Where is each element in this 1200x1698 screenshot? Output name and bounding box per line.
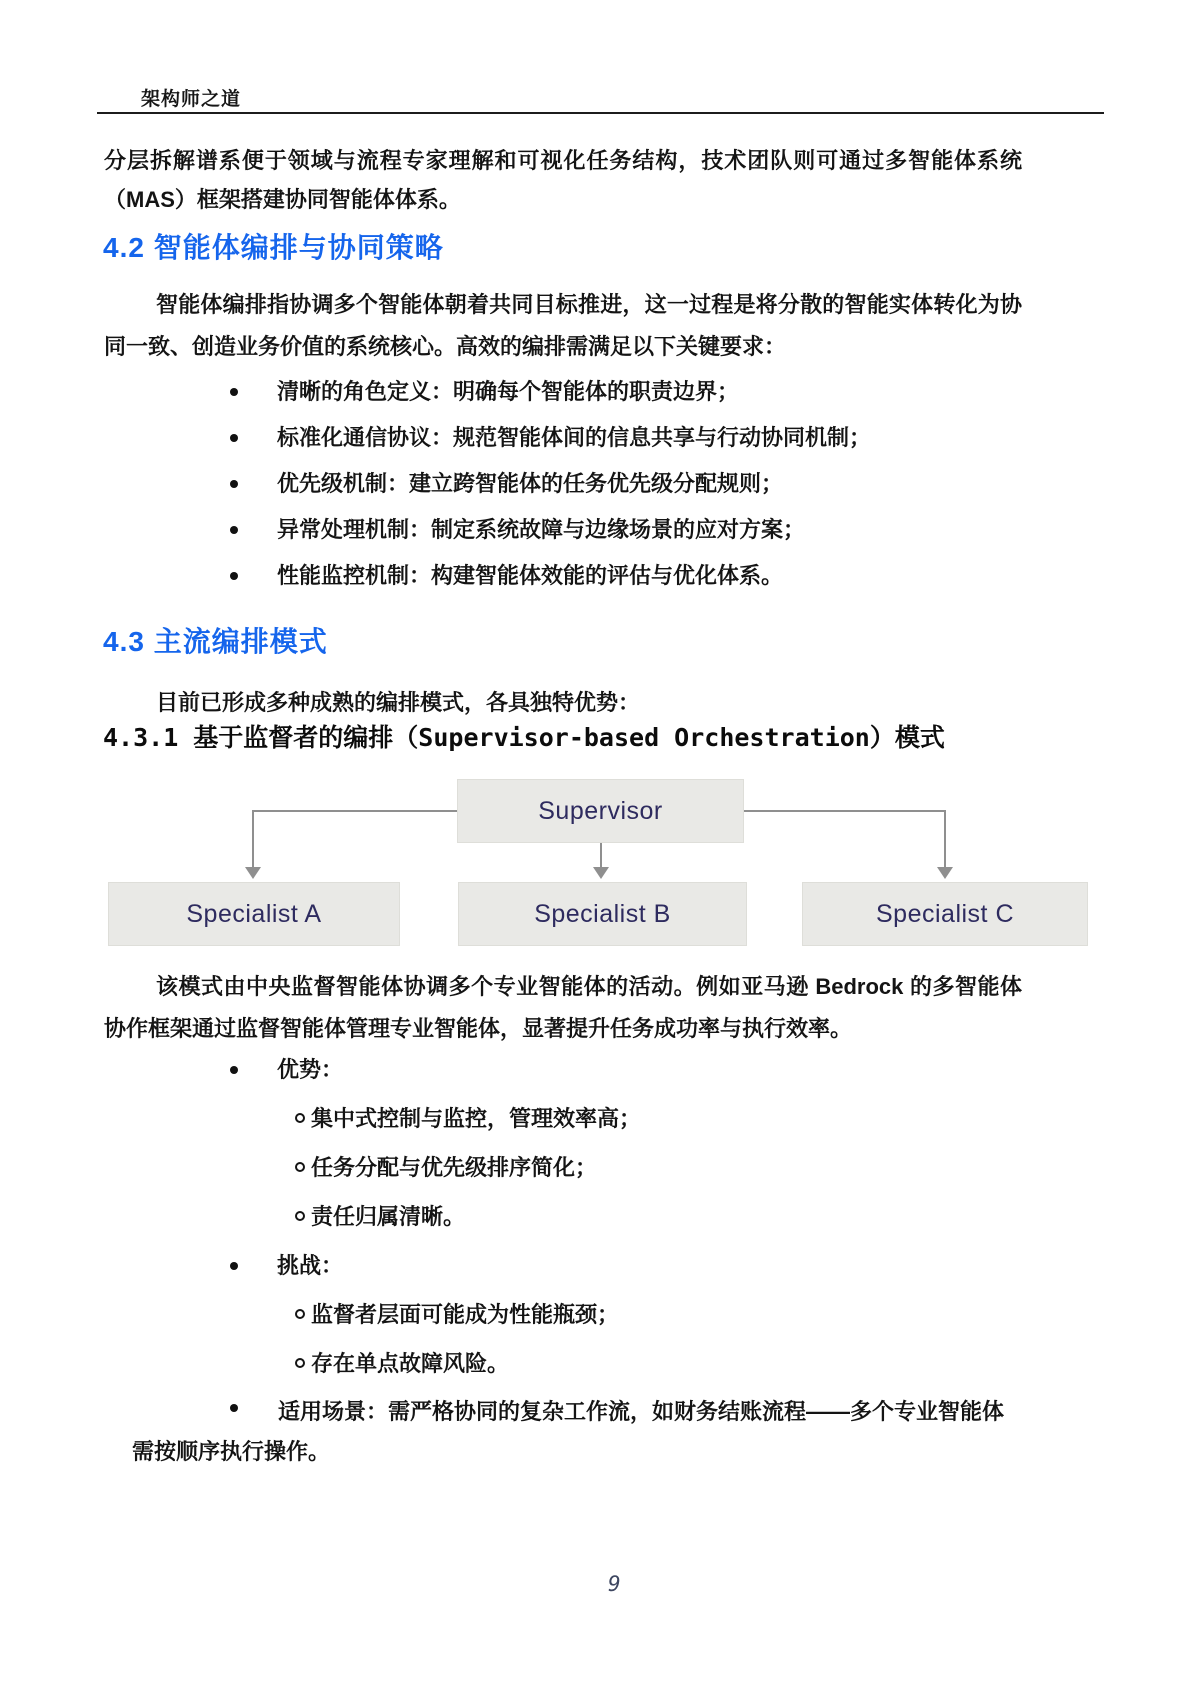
specialist-c-label: Specialist C	[876, 899, 1014, 928]
bullet-dot-icon	[230, 388, 238, 396]
paragraph-model-description: 该模式由中央监督智能体协调多个专业智能体的活动。例如亚马逊 Bedrock 的多智能体协作框架通过监督智能体管理专业智能体，显著提升任务成功率与执行效率。	[104, 974, 1022, 1041]
bullet-text: 挑战：	[277, 1253, 344, 1278]
paragraph-4-3: 目前已形成多种成熟的编排模式，各具独特优势：	[156, 690, 641, 715]
header-rule	[97, 112, 1104, 114]
arrowhead-down-icon	[937, 867, 953, 879]
bullet-text: 优势：	[277, 1057, 344, 1082]
circle-bullet-icon	[295, 1309, 305, 1319]
heading-4-3-1: 4.3.1 基于监督者的编排（Supervisor-based Orchestration）模式	[103, 723, 945, 752]
bullet-item-performance-monitoring	[230, 560, 783, 591]
bullet-dot-icon	[230, 1066, 238, 1074]
connector-line-right-vertical	[944, 810, 946, 868]
bullet-item-use-case: 适用场景：需严格协同的复杂工作流，如财务结账流程——多个专业智能体需按顺序执行操作。	[132, 1399, 1005, 1464]
bullet-dot-icon	[230, 434, 238, 442]
arrowhead-down-icon	[593, 867, 609, 879]
bullet-dot-icon	[230, 480, 238, 488]
bullet-text: 优先级机制：建立跨智能体的任务优先级分配规则；	[277, 471, 784, 496]
specialist-b-label: Specialist B	[534, 899, 671, 928]
bullet-item-communication-protocol	[230, 422, 871, 453]
sub-bullet-text: 集中式控制与监控，管理效率高；	[311, 1106, 642, 1131]
circle-bullet-icon	[295, 1358, 305, 1368]
sub-bullet-single-point-failure	[295, 1348, 509, 1379]
bullet-item-advantages	[230, 1054, 343, 1085]
bullet-item-challenges	[230, 1250, 343, 1281]
supervisor-node-label: Supervisor	[538, 796, 663, 825]
bullet-dot-icon	[230, 572, 238, 580]
sub-bullet-text: 存在单点故障风险。	[311, 1351, 510, 1376]
bullet-item-role-definition	[230, 376, 739, 407]
arrowhead-down-icon	[245, 867, 261, 879]
sub-bullet-centralized-control	[295, 1103, 641, 1134]
connector-line-left-vertical	[252, 810, 254, 868]
sub-bullet-performance-bottleneck	[295, 1299, 619, 1330]
heading-4-3: 4.3 主流编排模式	[103, 626, 328, 657]
bullet-dot-icon	[230, 1262, 238, 1270]
sub-bullet-clear-accountability	[295, 1201, 465, 1232]
page-number: 9	[608, 1572, 621, 1596]
heading-4-2: 4.2 智能体编排与协同策略	[103, 232, 444, 263]
paragraph-intro: 分层拆解谱系便于领域与流程专家理解和可视化任务结构，技术团队则可通过多智能体系统（MAS）框架搭建协同智能体体系。	[104, 148, 1022, 212]
header-title: 架构师之道	[141, 89, 242, 110]
connector-line-middle-vertical	[600, 843, 602, 868]
bullet-dot-icon	[230, 526, 238, 534]
specialist-a-label: Specialist A	[186, 899, 322, 928]
supervisor-node	[457, 779, 744, 843]
sub-bullet-text: 任务分配与优先级排序简化；	[311, 1155, 598, 1180]
bullet-text: 标准化通信协议：规范智能体间的信息共享与行动协同机制；	[277, 425, 872, 450]
circle-bullet-icon	[295, 1211, 305, 1221]
bullet-text: 性能监控机制：构建智能体效能的评估与优化体系。	[277, 563, 784, 588]
sub-bullet-task-allocation	[295, 1152, 597, 1183]
circle-bullet-icon	[295, 1162, 305, 1172]
bullet-text: 异常处理机制：制定系统故障与边缘场景的应对方案；	[277, 517, 806, 542]
circle-bullet-icon	[295, 1113, 305, 1123]
sub-bullet-text: 监督者层面可能成为性能瓶颈；	[311, 1302, 620, 1327]
bullet-text: 清晰的角色定义：明确每个智能体的职责边界；	[277, 379, 740, 404]
bullet-item-priority-mechanism	[230, 468, 783, 499]
bullet-item-exception-handling	[230, 514, 805, 545]
connector-line-left-horizontal	[252, 810, 457, 812]
paragraph-4-2: 智能体编排指协调多个智能体朝着共同目标推进，这一过程是将分散的智能实体转化为协同一致、创造业务价值的系统核心。高效的编排需满足以下关键要求：	[104, 292, 1022, 359]
specialist-a-node	[108, 882, 400, 946]
specialist-c-node	[802, 882, 1088, 946]
sub-bullet-text: 责任归属清晰。	[311, 1204, 466, 1229]
specialist-b-node	[458, 882, 747, 946]
connector-line-right-horizontal	[744, 810, 945, 812]
